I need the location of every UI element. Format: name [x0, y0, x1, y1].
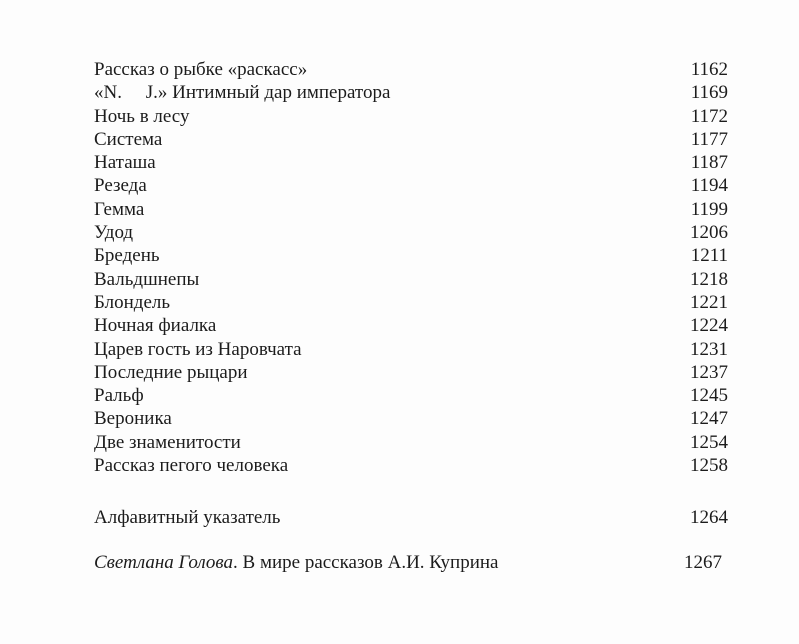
entry-page-number: 1169: [690, 82, 728, 104]
afterword-author: Светлана Голова: [94, 551, 234, 573]
toc-entry: [94, 384, 728, 407]
toc-entry: [94, 431, 728, 454]
toc-index-entry: [94, 506, 728, 529]
toc-entry: [94, 198, 728, 221]
table-of-contents: [94, 58, 728, 574]
entry-title: Гемма: [94, 198, 145, 220]
entry-title: Резеда: [94, 175, 147, 197]
toc-entry: [94, 221, 728, 244]
entry-title: Вальдшнепы: [94, 268, 200, 290]
entry-title: Блондель: [94, 291, 171, 313]
entry-page-number: 1206: [690, 222, 728, 244]
entry-page-number: 1162: [690, 59, 728, 80]
afterword-title-text: . В мире рассказов А.И. Куприна: [233, 551, 499, 573]
toc-entry: [94, 151, 728, 174]
toc-entry: [94, 314, 728, 337]
entry-title: Ночь в лесу: [94, 105, 190, 127]
toc-entry: [94, 105, 728, 128]
section-spacer: [94, 530, 728, 551]
entry-page-number: 1211: [690, 245, 728, 267]
toc-entry: [94, 361, 728, 384]
entry-title: Система: [94, 128, 163, 150]
entry-title: Ральф: [94, 385, 144, 407]
entry-title: Бредень: [94, 245, 160, 267]
entry-title: Наташа: [94, 152, 156, 174]
toc-entry: [94, 128, 728, 151]
entry-title: Царев гость из Наровчата: [94, 338, 302, 360]
entry-title: Вероника: [94, 408, 172, 430]
section-spacer: [94, 477, 728, 506]
entry-page-number: 1172: [690, 105, 728, 127]
toc-entry: [94, 338, 728, 361]
afterword-title: [94, 551, 498, 574]
entry-page-number: 1187: [690, 152, 728, 174]
entry-title: «N. J.» Интимный дар императора: [94, 82, 391, 104]
entry-page-number: 1245: [690, 385, 728, 407]
toc-entry: [94, 454, 728, 477]
entry-title: Ночная фиалка: [94, 315, 217, 337]
toc-entry: [94, 81, 728, 104]
toc-entry: [94, 291, 728, 314]
entry-page-number: 1177: [690, 128, 728, 150]
index-title: Алфавитный указатель: [94, 507, 281, 529]
entry-title: Рассказ пегого человека: [94, 455, 289, 477]
entry-page-number: 1254: [690, 431, 728, 453]
entry-page-number: 1258: [690, 455, 728, 477]
toc-afterword-entry: [94, 551, 728, 574]
toc-entry: [94, 268, 728, 291]
entry-page-number: 1218: [690, 268, 728, 290]
entry-page-number: 1194: [690, 175, 728, 197]
afterword-page-number: 1267: [684, 551, 722, 573]
toc-entry: [94, 407, 728, 430]
entry-page-number: 1237: [690, 361, 728, 383]
toc-entry: [94, 244, 728, 267]
entry-page-number: 1199: [690, 198, 728, 220]
toc-entry: [94, 174, 728, 197]
entry-page-number: 1247: [690, 408, 728, 430]
entry-title: Последние рыцари: [94, 361, 248, 383]
entry-title: Две знаменитости: [94, 431, 241, 453]
entry-page-number: 1231: [690, 338, 728, 360]
entry-title: Рассказ о рыбке «раскасс»: [94, 59, 308, 80]
index-page-number: 1264: [690, 507, 728, 529]
toc-entry: [94, 58, 728, 81]
entry-title: Удод: [94, 222, 134, 244]
entry-page-number: 1224: [690, 315, 728, 337]
entry-page-number: 1221: [690, 291, 728, 313]
